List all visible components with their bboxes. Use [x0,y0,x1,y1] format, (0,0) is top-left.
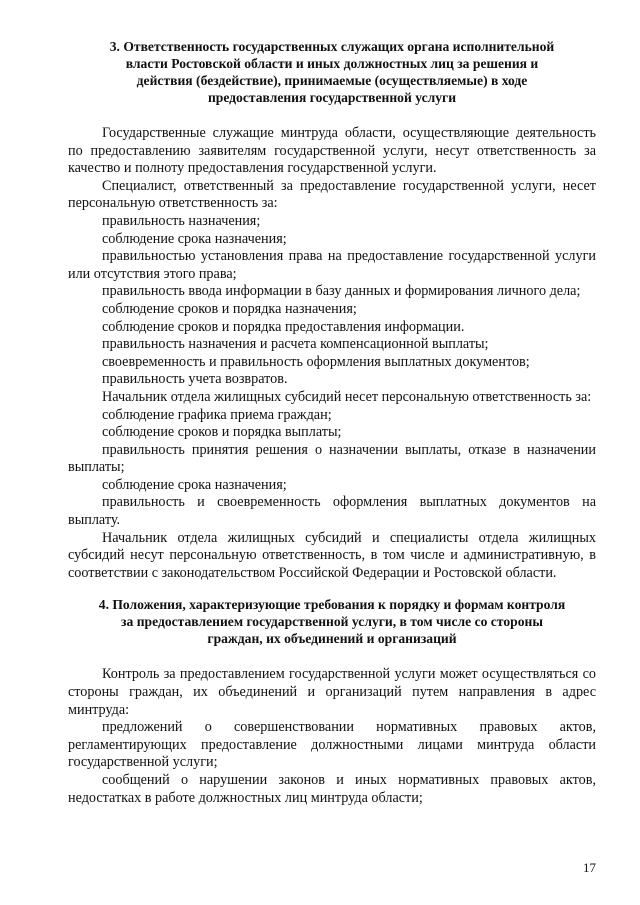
list-item: соблюдение сроков и порядка предоставления информации. [102,318,465,335]
document-page [68,38,596,807]
list-item: правильность ввода информации в базу данных и формирования личного дела; [102,283,581,300]
paragraph: Специалист, ответственный за предоставление государственной услуги, несет персональную ответственность за: [68,177,596,212]
heading-line: власти Ростовской области и иных должностных лиц за решения и [125,56,539,71]
paragraph: Контроль за предоставлением государственной услуги может осуществляться со стороны граждан, их объединений и организаций путем направления в адрес минтруда: [68,666,596,718]
list-item: соблюдение графика приема граждан; [102,406,332,423]
list-item: правильность назначения и расчета компенсационной выплаты; [102,336,489,353]
paragraph: Государственные служащие минтруда области, осуществляющие деятельность по предоставлению заявителям государственной услуги, несут ответственность за качество и полноту предоставления государственной услуги. [68,125,596,177]
list-item: предложений о совершенствовании нормативных правовых актов, регламентирующих предоставление должностными лицами минтруда области государственной услуги; [68,719,596,771]
page-number: 17 [583,860,596,875]
heading-line: действия (бездействие), принимаемые (осуществляемые) в ходе [136,73,528,88]
list-item: своевременность и правильность оформления выплатных документов; [102,353,530,370]
list-item: соблюдение сроков и порядка выплаты; [102,424,342,441]
list-item: соблюдение сроков и порядка назначения; [102,300,357,317]
list-item: соблюдение срока назначения; [102,476,287,493]
section-4-heading [68,596,596,647]
list-item: правильность учета возвратов. [102,371,288,388]
heading-line: за предоставлением государственной услуги, в том числе со стороны [121,614,543,630]
list-item: правильность назначения; [102,212,261,229]
heading-line: 3. Ответственность государственных служащих органа исполнительной [109,39,555,54]
list-item: правильность принятия решения о назначении выплаты, отказе в назначении выплаты; [68,441,596,476]
paragraph: Начальник отдела жилищных субсидий и специалисты отдела жилищных субсидий несут персональную ответственность, в том числе и административную, в соответствии с законодательством Российской Федерации и Ростовской области. [68,529,596,581]
list-item: сообщений о нарушении законов и иных нормативных правовых актов, недостатках в работе должностных лиц минтруда области; [68,772,596,806]
paragraph: Начальник отдела жилищных субсидий несет персональную ответственность за: [102,388,592,405]
heading-line: граждан, их объединений и организаций [207,631,457,647]
section-3-heading [68,38,596,106]
section-4-body [68,666,596,807]
list-item: правильностью установления права на предоставление государственной услуги или отсутствия этого права; [68,248,596,282]
list-item: правильность и своевременность оформления выплатных документов на выплату. [68,494,596,529]
list-item: соблюдение срока назначения; [102,230,287,247]
heading-line: предоставления государственной услуги [207,90,457,105]
heading-line: 4. Положения, характеризующие требования к порядку и формам контроля [98,597,566,613]
section-3-body [68,125,596,582]
